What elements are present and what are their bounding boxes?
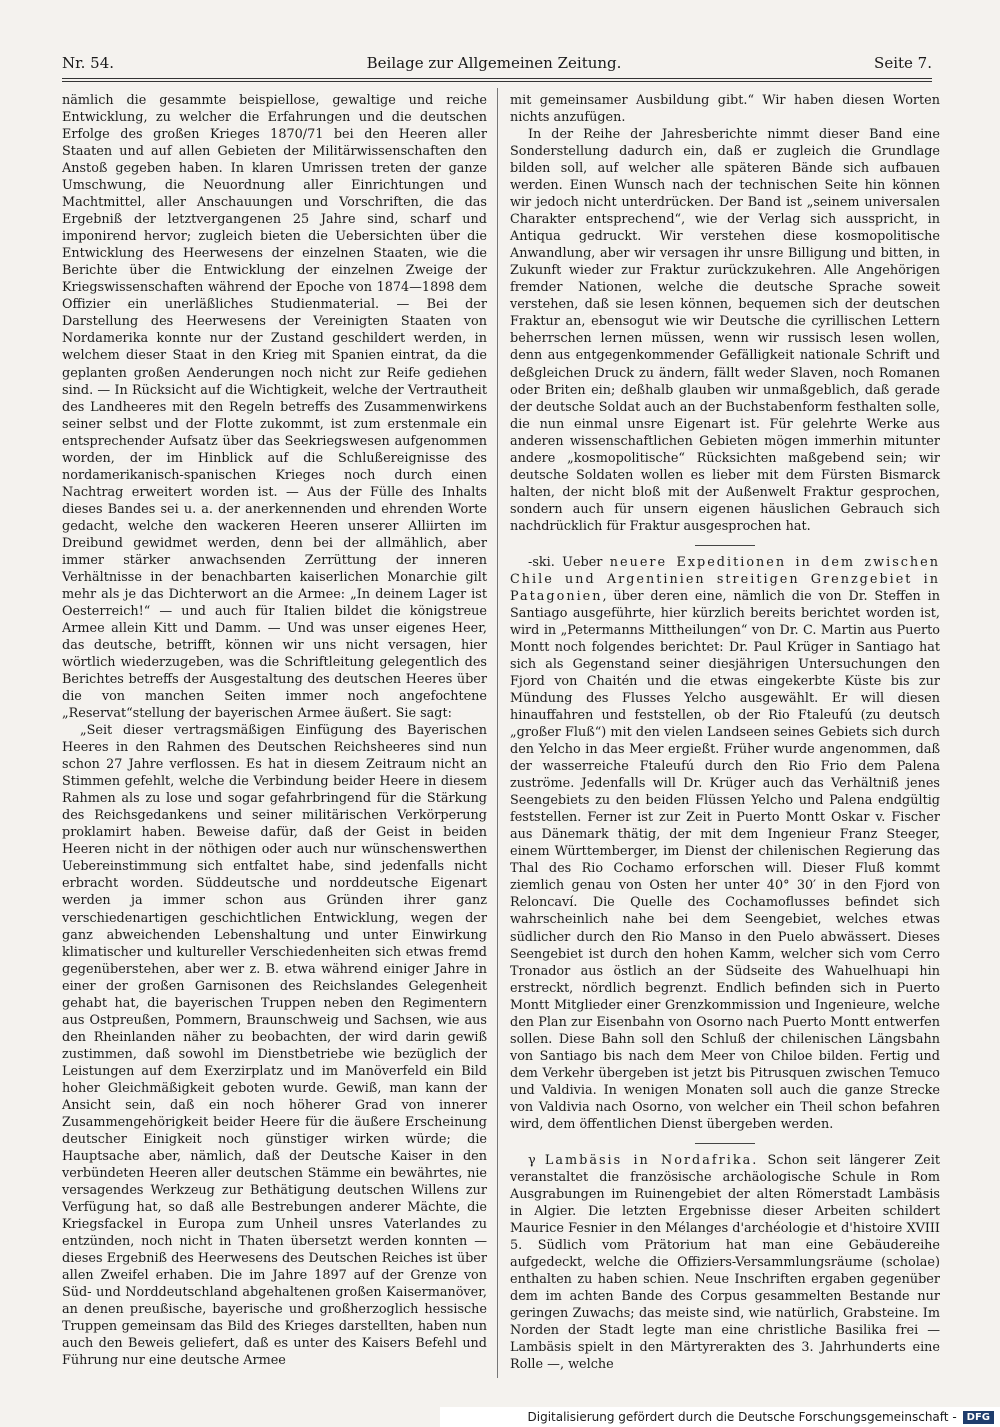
article-paragraph-fraktur: In der Reihe der Jahresberichte nimmt dieser Band eine Sonderstellung dadurch ein, daß er zugleich die Grundlage bilden soll, auf welcher alle späteren Bände sich aufbauen werden. Einen Wunsch nach der technischen Seite hin können wir jedoch nicht unterdrücken. Der Band ist „seinem universalen Charakter entsprechend“, wie der Verlag sich ausspricht, in Antiqua gedruckt. Wir verstehen diese kosmopolitische Anwandlung, aber wir versagen ihr unsre Billigung und bitten, in Zukunft wieder zur Fraktur zurückzukehren. Alle Angehörigen fremder Nationen, welche die deutsche Sprache soweit verstehen, daß sie lesen können, bequemen sich der deutschen Fraktur an, ebensogut wie wir Deutsche die cyrillischen Lettern beherrschen lernen müssen, wenn wir russisch lesen wollen, denn aus entgegenkommender Gefälligkeit nationale Schrift und deßgleichen Druck zu ändern, fällt weder Slaven, noch Romanen oder Briten ein; deßhalb glauben wir unmaßgeblich, daß gerade der deutsche Soldat auch an der Buchstabenform festhalten solle, die nun einmal unsre Eigenart ist. Für gelehrte Werke aus anderen wissenschaftlichen Gebieten mögen immerhin mitunter andere „kosmopolitische“ Rücksichten maßgebend sein; wir deutsche Soldaten wollen es lieber mit dem Fürsten Bismarck halten, der nicht bloß mit der Außenwelt Fraktur gesprochen, sondern auch für unsern eigenen häuslichen Gebrauch sich nachdrücklich für Fraktur ausgesprochen hat. (510, 127, 940, 534)
header-rule-second (62, 81, 932, 82)
expedition-title: neuere Expeditionen in dem zwischen Chile und Argentinien streitigen Grenzgebiet in Patagonien (510, 554, 940, 604)
issue-number: Nr. 54. (62, 54, 115, 72)
quoted-paragraph: „Seit dieser vertragsmäßigen Einfügung des Bayerischen Heeres in den Rahmen des Deutschen Reichsheeres sind nun schon 27 Jahre verflossen. Es hat in diesem Zeitraum nicht an Stimmen gefehlt, welche die Verbindung beider Heere in diesem Rahmen als zu lose und sogar gefahrbringend für die Stärkung des Reichsgedankens und seiner militärischen Verkörperung proklamirt haben. Beweise dafür, daß der Geist in beiden Heeren nicht in der nöthigen oder auch nur wünschenswerthen Uebereinstimmung sich entfaltet habe, sind jedenfalls nicht erbracht worden. Süddeutsche und norddeutsche Eigenart werden ja immer schon aus Gründen ihrer ganz verschiedenartigen geschichtlichen Entwicklung, wegen der ganz abweichenden Lebenshaltung und unter Einwirkung klimatischer und kultureller Verschiedenheiten sich etwas fremd gegenüberstehen, aber wer z. B. etwa während einiger Jahre in einer der großen Garnisonen des Reichslandes Gelegenheit gehabt hat, die bayerischen Truppen neben den Regimentern aus Ostpreußen, Pommern, Braunschweig und Sachsen, wie aus den Rheinlanden näher zu beobachten, der wird darin gewiß zustimmen, daß sowohl im Dienstbetriebe wie bezüglich der Leistungen auf dem Exerzirplatz und im Manöverfeld ein Bild hoher Gleichmäßigkeit geboten wurde. Gewiß, man kann der Ansicht sein, daß ein noch höherer Grad von innerer Zusammengehörigkeit beider Heere für die äußere Erscheinung deutscher Einigkeit noch günstiger wirken würde; die Hauptsache aber, nämlich, daß der Deutsche Kaiser in den verbündeten Heeren aller deutschen Stämme ein bewährtes, nie versagendes Werkzeug zur Bethätigung deutschen Willens zur Verfügung hat, so daß alle Bestrebungen anderer Mächte, die Kriegsfackel in Europa zum Unheil unsres Vaterlandes zu entzünden, noch nicht in Thaten übersetzt werden konnten — dieses Ergebniß des Heerwesens des Deutschen Reiches ist über allen Zweifel erhaben. Die im Jahre 1897 auf der Grenze von Süd- und Norddeutschland abgehaltenen großen Kaisermanöver, an denen preußische, bayerische und großherzoglich hessische Truppen gemeinsam das Bild des Krieges darstellten, haben nun auch den Beweis geliefert, daß es unter des Kaisers Befehl und Führung nur eine deutsche Armee (62, 723, 487, 1369)
expedition-body: , über deren eine, nämlich die von Dr. Steffen in Santiago ausgeführte, hier kürzlich bereits berichtet worden ist, wird in „Petermanns Mittheilungen“ von Dr. C. Martin aus Puerto Montt noch folgendes berichtet: Dr. Paul Krüger in Santiago hat sich als Gegenstand seiner diesjährigen Untersuchungen den Fjord von Chaitén und die etwas eingekerbte Küste bis zur Mündung des Flusses Yelcho ausgewählt. Er will diesen hinauffahren und feststellen, ob der Rio Ftaleufú (zu deutsch „großer Fluß“) mit den vielen Landseen seines Gebiets sich durch den Yelcho in das Meer ergießt. Früher wurde angenommen, daß der wasserreiche Ftaleufú durch den Rio Frio dem Palena zuströme. Jedenfalls will Dr. Krüger auch das Verhältniß jenes Seengebiets zu den beiden Flüssen Yelcho und Palena endgültig feststellen. Ferner ist zur Zeit in Puerto Montt Oskar v. Fischer aus Dänemark thätig, der mit dem Ingenieur Franz Steeger, einem Württemberger, im Dienst der chilenischen Regierung das Thal des Rio Cochamo erforschen will. Dieser Fluß kommt ziemlich genau von Osten her unter 40° 30′ in den Fjord von Reloncaví. Die Quelle des Cochamoflusses befindet sich wahrscheinlich nahe bei dem Seengebiet, welches etwas südlicher durch den Rio Manso in den Puelo abwässert. Dieses Seengebiet ist durch den hohen Kamm, welcher sich vom Cerro Tronador aus östlich an der Südseite des Wahuelhuapi hin erstreckt, nördlich begrenzt. Endlich befinden sich in Puerto Montt Mitglieder einer Grenzkommission und Ingenieure, welche den Plan zur Eisenbahn von Osorno nach Puerto Montt entwerfen sollen. Diese Bahn soll den Schluß der chilenischen Längsbahn von Santiago bis nach dem Meer von Chiloe bilden. Fertig und dem Verkehr übergeben ist jetzt bis Pitrusquen zwischen Temuco und Valdivia. In wenigen Monaten soll auch die ganze Strecke von Valdivia nach Osorno, von welcher ein Theil schon befahren wird, dem öffentlichen Dienst übergeben werden. (510, 588, 940, 1132)
expedition-article (510, 554, 940, 1133)
author-tag: -ski. Ueber (528, 554, 603, 570)
dfg-logo[interactable]: DFG (963, 1411, 994, 1424)
right-column (510, 92, 940, 1373)
publication-title: Beilage zur Allgemeinen Zeitung. (366, 54, 622, 72)
left-column (62, 92, 487, 1369)
lambaesis-body: Schon seit längerer Zeit veranstaltet die französische archäologische Schule in Rom Ausgrabungen im Ruinengebiet der alten Römerstadt Lambäsis in Algier. Die letzten Ergebnisse dieser Arbeiten schildert Maurice Fesnier in den Mélanges d'archéologie et d'histoire XVIII 5. Südlich vom Prätorium hat man eine Gebäudereihe aufgedeckt, welche die Offiziers-Versammlungsräume (scholae) enthalten zu haben schien. Neue Inschriften ergaben gegenüber dem im achten Bande des Corpus gesammelten Bestande nur geringen Zuwachs; das meiste sind, wie natürlich, Grabsteine. Im Norden der Stadt legte man eine christliche Basilika frei — Lambäsis spielt in den Märtyrerakten des 3. Jahrhunderts eine Rolle —, welche (510, 1152, 940, 1373)
article-paragraph-end: mit gemeinsamer Ausbildung gibt.“ Wir haben diesen Worten nichts anzufügen. (510, 93, 940, 126)
article-paragraph: nämlich die gesammte beispiellose, gewaltige und reiche Entwicklung, zu welcher die Erfahrungen und die deutschen Erfolge des großen Krieges 1870/71 bei den Heeren aller Staaten und auf allen Gebieten der Militärwissenschaften den Anstoß gegeben haben. In klaren Umrissen treten der ganze Umschwung, die Neuordnung aller Einrichtungen und Machtmittel, aller Anschauungen und Vorschriften, die das Ergebniß der letztvergangenen 25 Jahre sind, scharf und imponirend hervor; zugleich bieten die Uebersichten über die Entwicklung des Heerwesens der einzelnen Staaten, wie die Berichte über die Entwicklung der einzelnen Zweige der Kriegswissenschaften während der Epoche von 1874—1898 dem Offizier ein unerläßliches Studienmaterial. — Bei der Darstellung des Heerwesens der Vereinigten Staaten von Nordamerika konnte nur der Zustand geschildert werden, in welchem dieser Staat in den Krieg mit Spanien eintrat, da die geplanten großen Aenderungen noch nicht zur Reife gediehen sind. — In Rücksicht auf die Wichtigkeit, welche der Vertrautheit des Landheeres mit den Regeln betreffs des Zusammenwirkens seiner selbst und der Flotte zukommt, ist zum erstenmale ein entsprechender Aufsatz über das Seekriegswesen aufgenommen worden, der im Hinblick auf die Schlußereignisse des nordamerikanisch-spanischen Krieges noch durch einen Nachtrag erweitert worden ist. — Aus der Fülle des Inhalts dieses Bandes sei u. a. der anerkennenden und ehrenden Worte gedacht, welche den wackeren Heeren unserer Alliirten im Dreibund gewidmet werden, denn bei der allmählich, aber immer stärker anwachsenden Zerrüttung der inneren Verhältnisse in der benachbarten kaiserlichen Monarchie gilt mehr als je das Dichterwort an die Armee: „In deinem Lager ist Oesterreich!“ — und auch für Italien bildet die königstreue Armee allein Kitt und Damm. — Und was unser eigenes Heer, das deutsche, betrifft, können wir uns nicht versagen, hier wörtlich wiederzugeben, was die Schriftleitung gelegentlich des Berichtes betreffs der Ausgestaltung des deutschen Heeres über die von manchen Seiten immer noch angefochtene „Reservat“stellung der bayerischen Armee äußert. Sie sagt: (62, 93, 487, 722)
lambaesis-title: Lambäsis in Nordafrika. (544, 1152, 759, 1168)
header-rule (62, 78, 932, 79)
article-separator (695, 545, 755, 546)
lambaesis-article (510, 1152, 940, 1373)
page-header (62, 50, 932, 76)
article-separator (695, 1143, 755, 1144)
page-number: Seite 7. (874, 54, 932, 72)
digitization-footer (440, 1407, 1000, 1427)
column-divider (497, 88, 498, 1378)
funding-note: Digitalisierung gefördert durch die Deutsche Forschungsgemeinschaft - (527, 1410, 957, 1424)
author-tag: γ (528, 1152, 536, 1168)
